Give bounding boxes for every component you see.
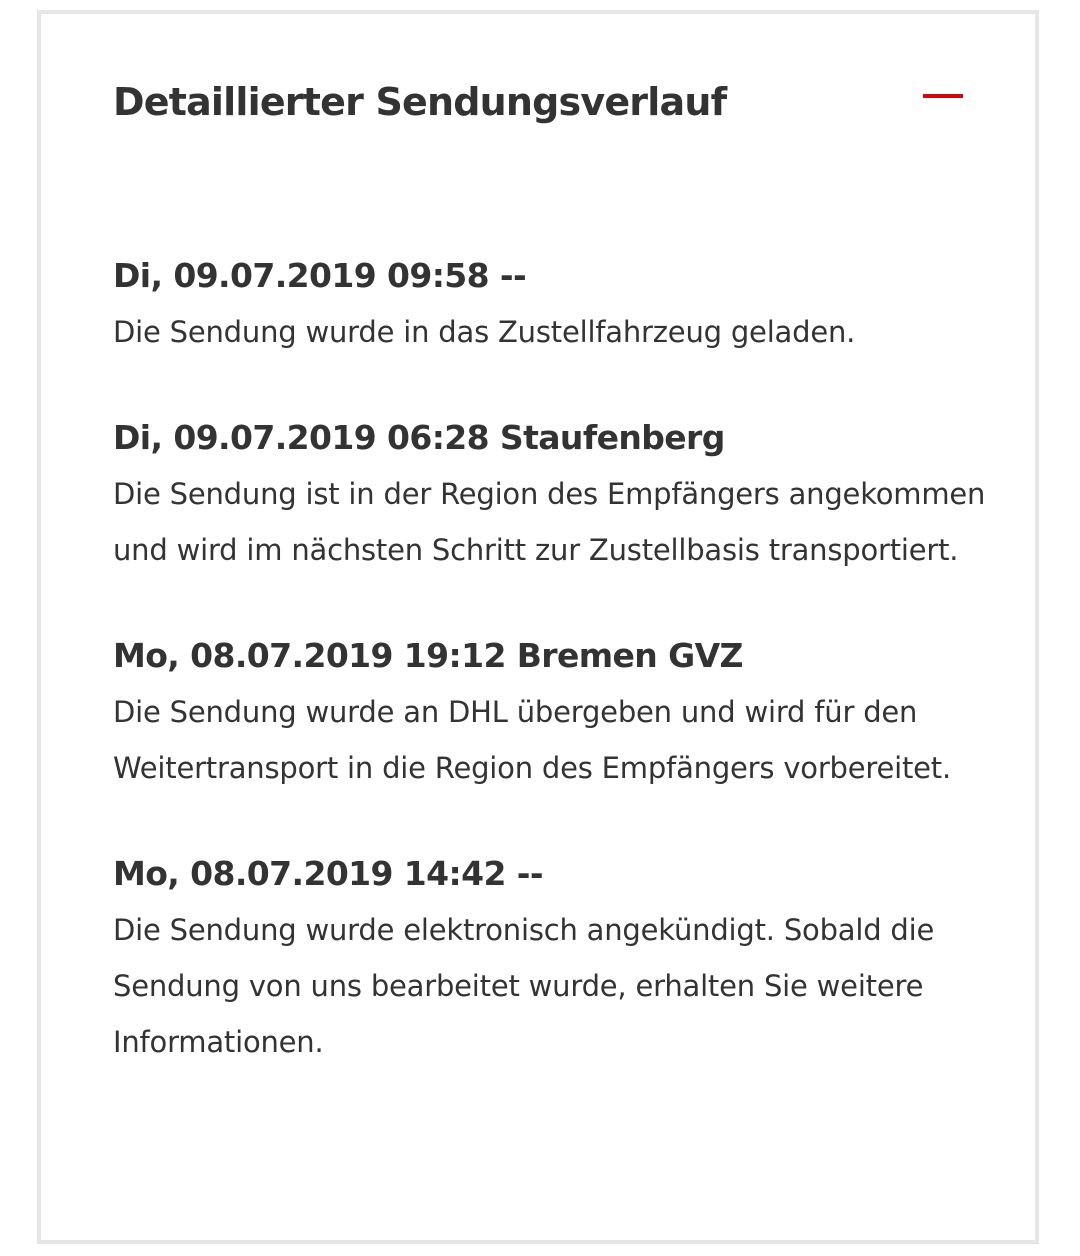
- event-heading: Di, 09.07.2019 06:28 Staufenberg: [113, 418, 725, 457]
- event-item: [113, 248, 993, 360]
- event-item: [113, 410, 993, 578]
- event-list: [113, 248, 993, 1120]
- event-heading: Di, 09.07.2019 09:58 --: [113, 256, 527, 295]
- event-description: Die Sendung wurde elektronisch angekündigt. Sobald die Sendung von uns bearbeitet wurde, erhalten Sie weitere Informationen.: [113, 913, 935, 1059]
- panel-title: Detaillierter Sendungsverlauf: [113, 80, 727, 124]
- event-description: Die Sendung wurde in das Zustellfahrzeug geladen.: [113, 315, 856, 349]
- event-item: [113, 628, 993, 796]
- minus-icon: [923, 94, 963, 98]
- event-description: Die Sendung ist in der Region des Empfängers angekommen und wird im nächsten Schritt zur Zustellbasis transportiert.: [113, 477, 986, 567]
- shipment-history-panel: [37, 10, 1039, 1244]
- panel-header: [113, 74, 963, 134]
- event-heading: Mo, 08.07.2019 19:12 Bremen GVZ: [113, 636, 743, 675]
- event-item: [113, 846, 993, 1070]
- event-heading: Mo, 08.07.2019 14:42 --: [113, 854, 543, 893]
- event-description: Die Sendung wurde an DHL übergeben und wird für den Weitertransport in die Region des Empfängers vorbereitet.: [113, 695, 951, 785]
- collapse-button[interactable]: [919, 84, 963, 112]
